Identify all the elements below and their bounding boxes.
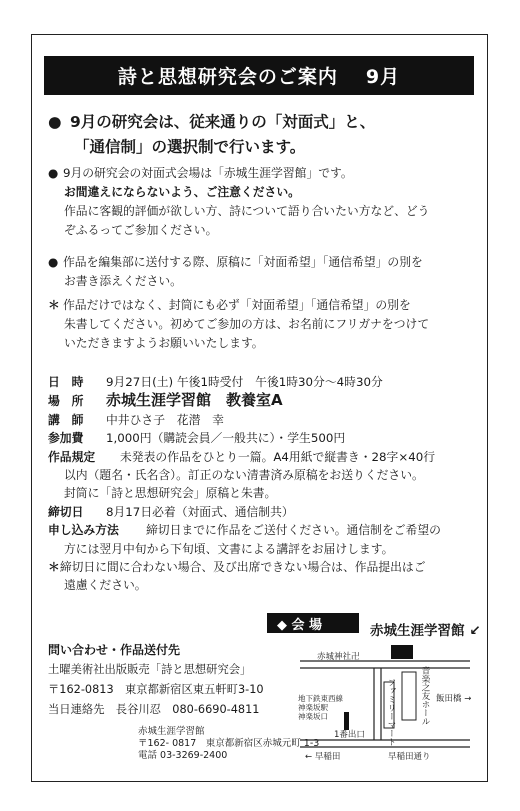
- apply-line: 締切日までに作品をご送付ください。通信制をご希望の: [146, 523, 441, 538]
- rule-line: 未発表の作品をひとり一篇。A4用紙で縦書き・28字×40行: [120, 449, 436, 464]
- date-value: 9月27日(土) 午後1時受付 午後1時30分～4時30分: [106, 375, 383, 389]
- apply-note-line: 遠慮ください。: [64, 578, 147, 593]
- apply-label: 申し込み方法: [48, 523, 119, 538]
- note-line: お間違えにならないよう、ご注意ください。: [64, 185, 300, 199]
- note-line: ぞふるってご参加ください。: [64, 223, 218, 237]
- note-bullet: ＊: [48, 298, 60, 312]
- venue-building: [391, 645, 413, 659]
- note-line: 朱書してください。初めてご参加の方は、お名前にフリガナをつけて: [64, 317, 430, 331]
- station-exit: 神楽坂口: [298, 712, 328, 721]
- apply-line: 方には翌月中旬から下旬頃、文書による講評をお届けします。: [64, 541, 394, 556]
- family-mart-label: ファミリーマート: [386, 678, 396, 746]
- arrow-icon: ↙: [469, 623, 481, 639]
- venue-address-phone: 電話 03-3269-2400: [138, 750, 228, 761]
- deadline-label: 締切日: [48, 504, 84, 519]
- contact-org: 土曜美術社出版販売「詩と思想研究会」: [48, 663, 252, 676]
- deadline-value: 8月17日必着（対面式、通信制共）: [106, 504, 294, 519]
- lead-bullet: ●: [48, 113, 62, 131]
- apply-note-line: 締切日に間に合わない場合、及び出席できない場合は、作品提出はご: [59, 560, 426, 575]
- note-line: 9月の研究会の対面式会場は「赤城生涯学習館」です。: [63, 166, 353, 180]
- note-line: 作品だけではなく、封筒にも必ず「対面希望」「通信希望」の別を: [63, 298, 411, 312]
- place-value: 赤城生涯学習館 教養室A: [106, 391, 283, 410]
- map-label: ◆ 会 場: [267, 613, 359, 633]
- note-line: いただきますようお願いいたします。: [64, 336, 264, 350]
- hall-block: [402, 672, 416, 720]
- exit-label: 1番出口: [334, 730, 365, 740]
- rule-line: 封筒に「詩と思想研究会」原稿と朱書。: [64, 486, 277, 501]
- title-month: 9月: [365, 66, 401, 88]
- shrine-label: 赤城神社卍: [317, 652, 360, 662]
- waseda-street-label: 早稲田通り: [388, 752, 431, 762]
- note-bullet: ●: [48, 255, 59, 269]
- venue-address-postal: 〒162- 0817 東京都新宿区赤城元町 1-3: [138, 738, 320, 749]
- lead-line-1: 9月の研究会は、従来通りの「対面式」と、: [70, 113, 376, 131]
- bridge-label: 飯田橋 →: [436, 694, 472, 704]
- fee-value: 1,000円（購読会員／一般共に）・学生500円: [106, 431, 346, 446]
- waseda-label: ← 早稲田: [305, 752, 341, 762]
- rule-label: 作品規定: [48, 449, 96, 464]
- note-line: 作品に客観的評価が欲しい方、詩について語り合いたい方など、どう: [64, 204, 430, 218]
- lecturer-label: 講 師: [48, 412, 84, 427]
- date-label: 日 時: [48, 375, 84, 389]
- note-bullet: ●: [48, 166, 59, 180]
- apply-note-bullet: ＊: [48, 560, 60, 575]
- contact-heading: 問い合わせ・作品送付先: [48, 643, 181, 657]
- place-label: 場 所: [48, 394, 84, 409]
- venue-address-name: 赤城生涯学習館: [138, 726, 205, 737]
- station-line: 地下鉄東西線: [298, 694, 343, 703]
- contact-postal: 〒162-0813 東京都新宿区東五軒町3-10: [48, 683, 264, 696]
- shrine-icon: 卍: [351, 652, 360, 662]
- arrow-right-icon: →: [464, 694, 472, 704]
- fee-label: 参加費: [48, 431, 84, 446]
- contact-day: 当日連絡先 長谷川忍 080-6690-4811: [48, 703, 260, 716]
- map-venue-text: 赤城生涯学習館: [370, 623, 465, 639]
- note-line: 作品を編集部に送付する際、原稿に「対面希望」「通信希望」の別を: [63, 255, 423, 269]
- lecturer-value: 中井ひさ子 花潜 幸: [106, 412, 224, 427]
- lead-line-2: 「通信制」の選択制で行います。: [74, 138, 306, 156]
- station-label: [298, 694, 343, 721]
- station-name: 神楽坂駅: [298, 703, 328, 712]
- hall-label: 音楽之友ホール: [420, 666, 430, 726]
- rule-line: 以内（題名・氏名含）。訂正のない清書済み原稿をお送りください。: [64, 468, 424, 483]
- title-text: 詩と思想研究会のご案内: [117, 66, 338, 88]
- note-line: お書き添えください。: [64, 274, 182, 288]
- arrow-left-icon: ←: [305, 752, 313, 762]
